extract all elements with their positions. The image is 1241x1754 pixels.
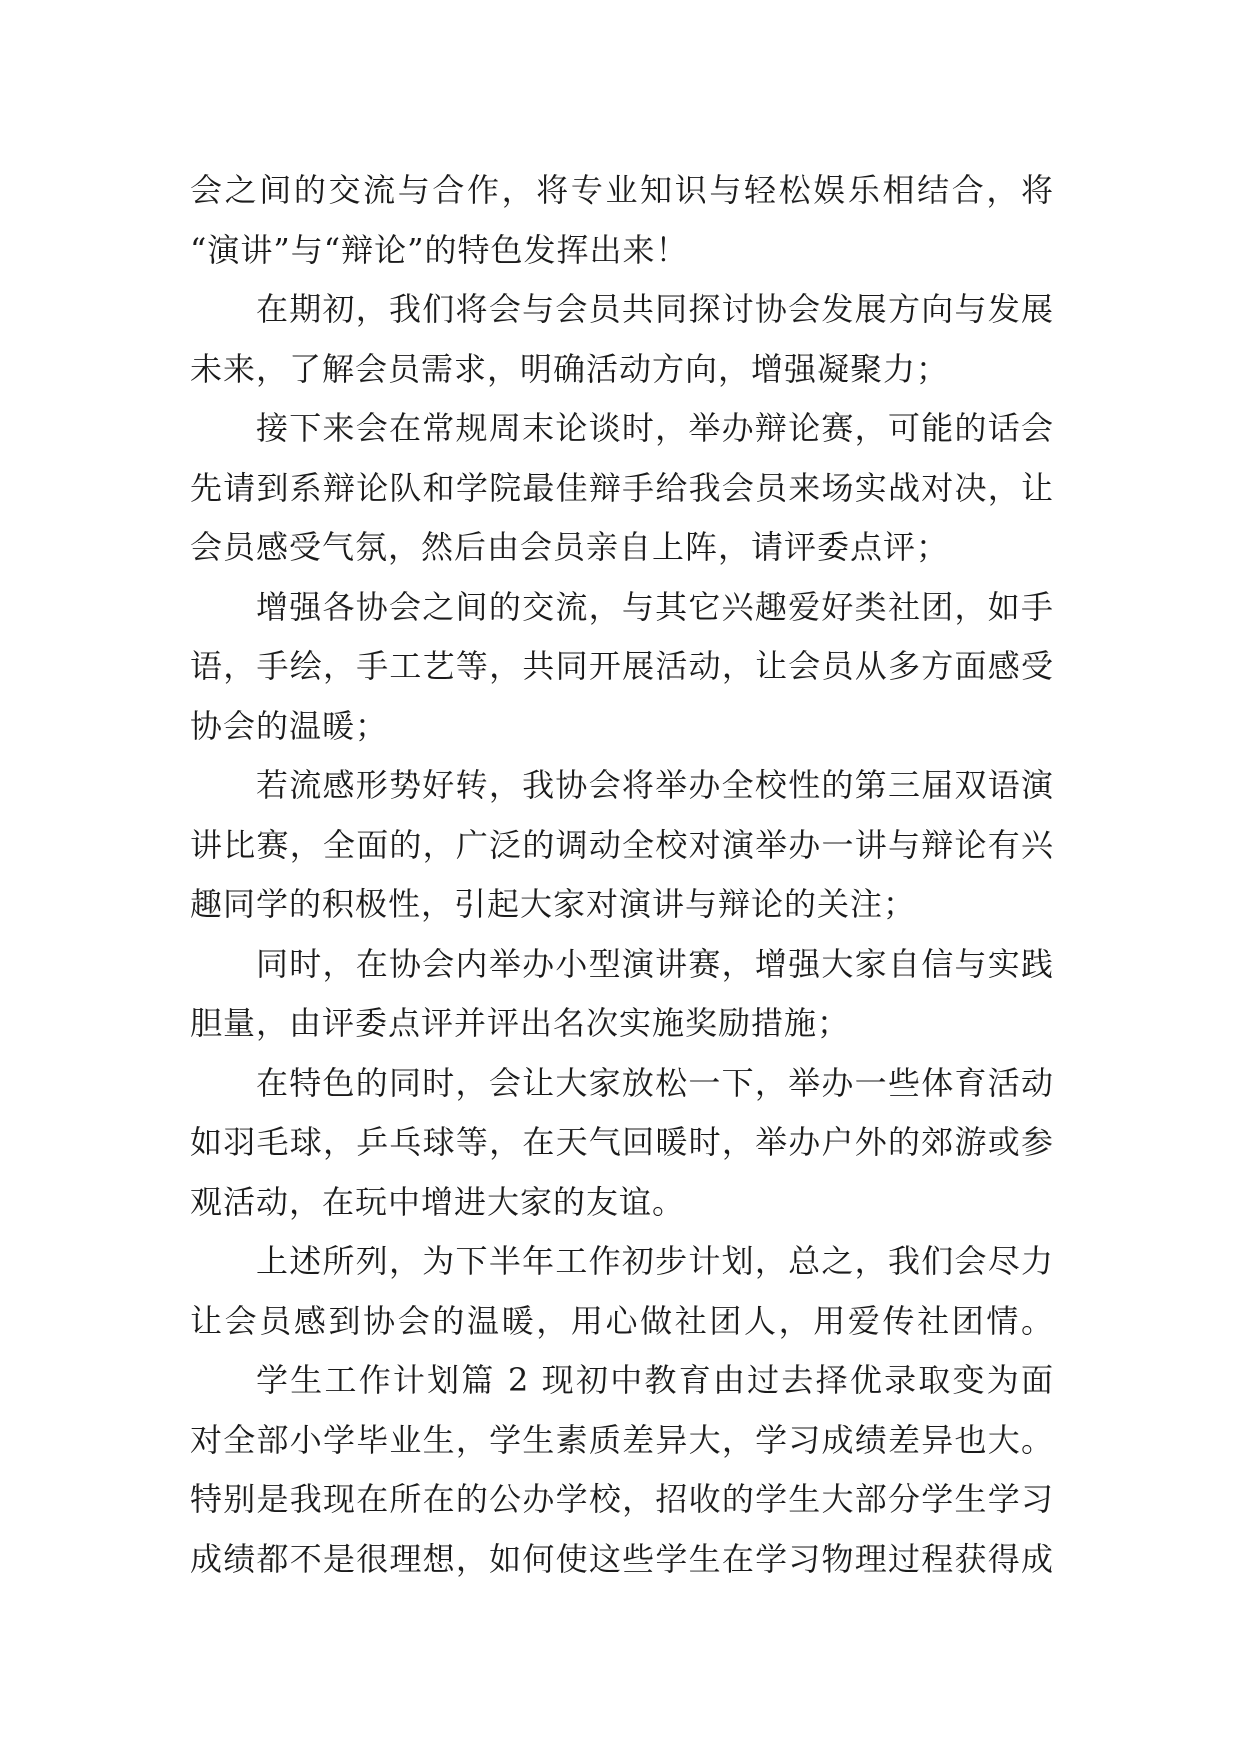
text-line: 同时，在协会内举办小型演讲赛，增强大家自信与实践: [256, 944, 1054, 983]
text-line: 胆量，由评委点评并评出名次实施奖励措施；: [190, 1004, 851, 1042]
text-line: 成绩都不是很理想，如何使这些学生在学习物理过程获得成: [190, 1539, 1054, 1578]
text-line: 让会员感到协会的温暖，用心做社团人，用爱传社团情。: [190, 1301, 1054, 1340]
paragraph: [190, 1054, 1054, 1233]
paragraph: [190, 756, 1054, 935]
text-line: 未来，了解会员需求，明确活动方向，增强凝聚力；: [190, 349, 950, 388]
text-line: 接下来会在常规周末论谈时，举办辩论赛，可能的话会: [256, 409, 1054, 447]
text-line: 会员感受气氛，然后由会员亲自上阵，请评委点评；: [190, 528, 950, 566]
text-line: “演讲”与“辩论”的特色发挥出来！: [190, 230, 689, 269]
document-body: [190, 161, 1054, 1589]
text-line: 增强各协会之间的交流，与其它兴趣爱好类社团，如手: [256, 587, 1054, 626]
paragraph: [190, 161, 1054, 280]
text-line: 先请到系辩论队和学院最佳辩手给我会员来场实战对决，让: [190, 468, 1054, 507]
text-line: 在特色的同时，会让大家放松一下，举办一些体育活动: [256, 1063, 1054, 1102]
text-line: 学生工作计划篇 2 现初中教育由过去择优录取变为面: [256, 1361, 1054, 1399]
text-line: 在期初，我们将会与会员共同探讨协会发展方向与发展: [256, 290, 1054, 328]
paragraph: [190, 399, 1054, 578]
text-line: 会之间的交流与合作，将专业知识与轻松娱乐相结合，将: [190, 171, 1054, 209]
paragraph: [190, 280, 1054, 399]
text-line: 语，手绘，手工艺等，共同开展活动，让会员从多方面感受: [190, 647, 1054, 685]
text-line: 趣同学的积极性，引起大家对演讲与辩论的关注；: [190, 885, 917, 923]
text-line: 特别是我现在所在的公办学校，招收的学生大部分学生学习: [190, 1480, 1054, 1518]
text-line: 讲比赛，全面的，广泛的调动全校对演举办一讲与辩论有兴: [190, 825, 1054, 864]
text-line: 上述所列，为下半年工作初步计划，总之，我们会尽力: [256, 1242, 1054, 1280]
text-line: 若流感形势好转，我协会将举办全校性的第三届双语演: [256, 766, 1054, 804]
text-line: 对全部小学毕业生，学生素质差异大，学习成绩差异也大。: [190, 1420, 1054, 1459]
paragraph: [190, 1232, 1054, 1351]
paragraph: [190, 935, 1054, 1054]
text-line: 如羽毛球，乒乓球等，在天气回暖时，举办户外的郊游或参: [190, 1123, 1054, 1161]
paragraph: [190, 578, 1054, 757]
text-line: 协会的温暖；: [190, 706, 389, 745]
text-line: 观活动，在玩中增进大家的友谊。: [190, 1182, 686, 1221]
paragraph: [190, 1351, 1054, 1589]
